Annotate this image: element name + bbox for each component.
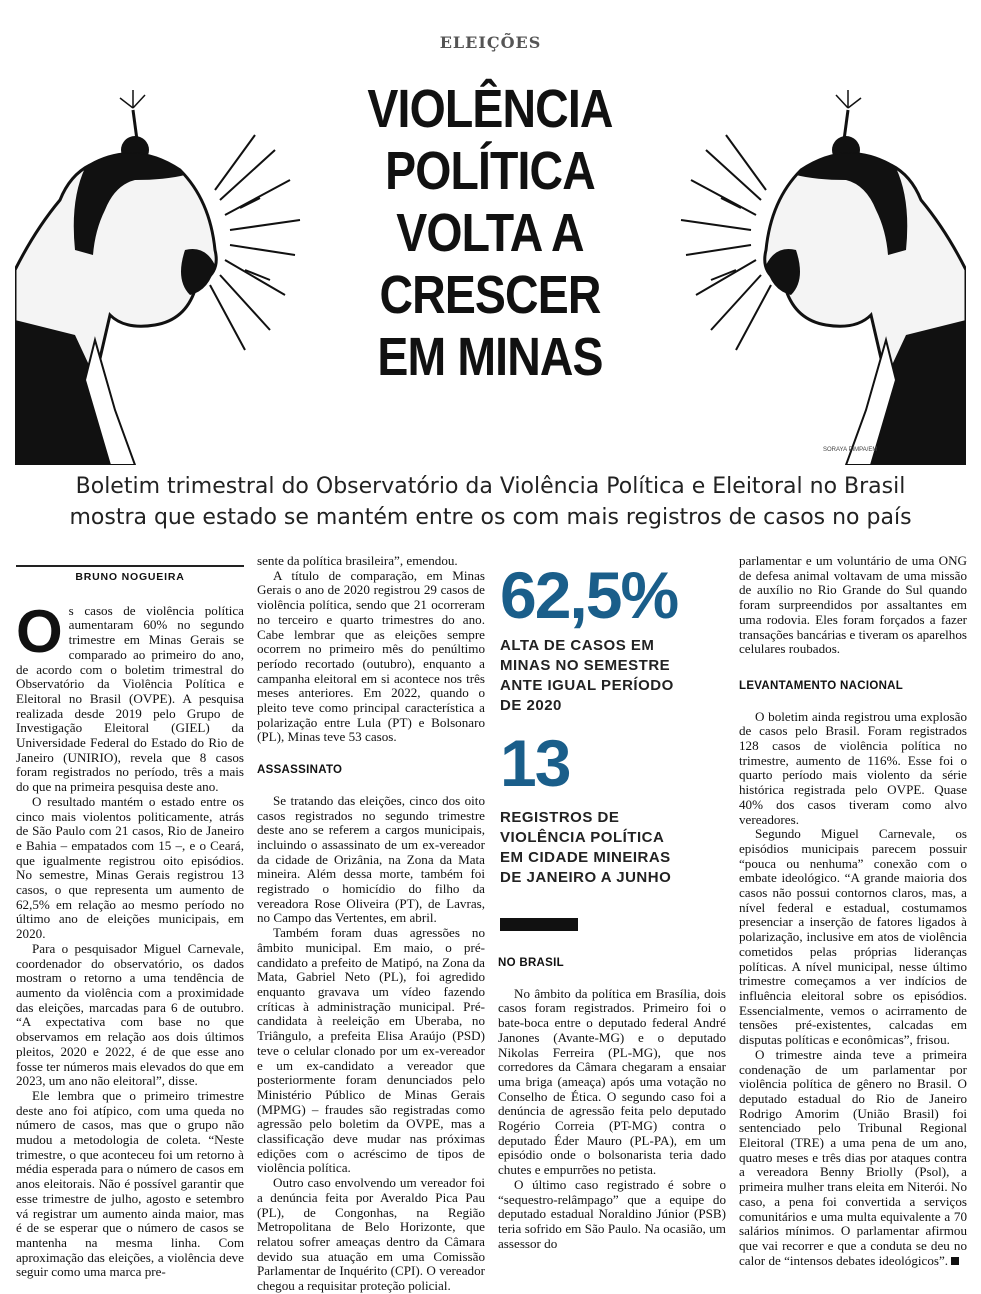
highlight-line: VIOLÊNCIA POLÍTICA bbox=[500, 829, 665, 846]
headline-line: VOLTA A bbox=[396, 203, 584, 263]
headline-line: VIOLÊNCIA bbox=[367, 79, 613, 139]
byline: BRUNO NOGUEIRA bbox=[16, 565, 244, 590]
paragraph: Se tratando das eleições, cinco dos oito casos registrados no segundo trimestre deste ano se referem a cargos municipais, incluindo o assassinato de um ex-vereador da cidade de Orizânia, na Zona da Mata mineira. Além dessa morte, também foi registrado o homicídio do filho da vereadora Rose Oliveira (PT), de Lavras, no Campo das Vertentes, em abril. bbox=[257, 792, 485, 926]
paragraph: O resultado mantém o estado entre os cinco mais violentos politicamente, atrás de São Paulo com 21 casos, Rio de Janeiro e Bahia – empatados com 15 –, e o Ceará, que igualmente registrou oito episódios. No semestre, Minas Gerais registrou 13 casos, o que representa um aumento de 62,5% em relação ao mesmo período no último ano de eleições municipais, em 2020. bbox=[16, 793, 244, 942]
article-column-1 bbox=[16, 565, 244, 1280]
highlight-description bbox=[500, 636, 725, 716]
highlight-line: MINAS NO SEMESTRE bbox=[500, 657, 671, 674]
headline bbox=[320, 78, 660, 388]
paragraph: O último caso registrado é sobre o “sequestro-relâmpago” que a equipe do deputado estadual Noraldino Júnior (PSB) teria sofrido em São Paulo. Na ocasião, um assessor do bbox=[498, 1176, 726, 1251]
highlight-line: DE 2020 bbox=[500, 697, 562, 714]
photo-credit: SORAYA PIMPA/EM bbox=[823, 447, 878, 453]
paragraph: No âmbito da política em Brasília, dois casos foram registrados. Primeiro foi o bate-boca entre o deputado federal André Janones (Avante-MG) e o deputado Nikolas Ferreira (PL-MG), que nos corredores da Câmara chegaram a ensaiar uma briga (ameaça) após uma votação no Conselho de Ética. O segundo caso foi a denúncia de agressão feita pelo deputado Rogério Correia (PT-MG) contra o deputado Éder Mauro (PL-PA), em um episódio onde o bolsonarista teria dado chutes e empurrões no petista. bbox=[498, 985, 726, 1178]
paragraph: O boletim ainda registrou uma explosão de casos pelo Brasil. Foram registrados 128 casos de violência política no trimestre, aumento de 116%. Esse foi o quarto período mais violento da série histórica registrada pelo OVPE. Quase 40% dos casos tiveram como alvo vereadores. bbox=[739, 708, 967, 827]
section-heading-levantamento: LEVANTAMENTO NACIONAL bbox=[739, 679, 904, 692]
highlight-line: ALTA DE CASOS EM bbox=[500, 637, 655, 654]
headline-line: EM MINAS bbox=[377, 327, 603, 387]
highlight-line: DE JANEIRO A JUNHO bbox=[500, 869, 672, 886]
article-column-3 bbox=[498, 942, 726, 1251]
paragraph: A título de comparação, em Minas Gerais o ano de 2020 registrou 29 casos de violência política, sendo que 21 ocorreram no terceiro e quarto trimestres do ano. Cabe lembrar que as eleições sempre ocorrem no primeiro mês do penúltimo período recortado (outubro), enquanto a campanha eleitoral em si acontece nos três meses anteriores. Em 2022, quando o pleito teve como principal característica a polarização entre Lula (PT) e Bolsonaro (PL), Minas teve 53 casos. bbox=[257, 567, 485, 745]
decorative-bar bbox=[500, 918, 578, 931]
paragraph: Outro caso envolvendo um vereador foi a denúncia feita por Averaldo Pica Pau (PL), de Congonhas, na Região Metropolitana de Belo Horizonte, que relatou sofrer ameaças dentro da Câmara devido sua atuação em uma Comissão Parlamentar de Inquérito (CPI). O vereador chegou a requisitar proteção policial. bbox=[257, 1175, 485, 1294]
highlight-box bbox=[500, 558, 725, 931]
paragraph: sente da política brasileira”, emendou. bbox=[257, 553, 458, 568]
shouting-man-right-illustration bbox=[676, 80, 966, 465]
shouting-man-left-illustration bbox=[15, 80, 305, 465]
subtitle-line: mostra que estado se mantém entre os com mais registros de casos no país bbox=[69, 505, 912, 530]
article-column-2 bbox=[257, 554, 485, 1294]
paragraph-text: O trimestre ainda teve a primeira condenação de um parlamentar por violência política de gênero no Brasil. O deputado estadual do Rio de Janeiro Rodrigo Amorim (União Brasil) foi sentenciado pelo Tribunal Regional Eleitoral (TRE) a uma pena de um ano, quatro meses e três dias por ataques contra a vereadora Benny Briolly (Psol), a primeira mulher trans eleita em Niterói. No caso, a pena foi convertida a serviços comunitários e uma multa equivalente a 70 salários mínimos. O parlamentar afirmou que vai recorrer e que a conduta se deu no calor de “intensos debates ideológicos”. bbox=[739, 1046, 967, 1268]
paragraph: s casos de violência política aumentaram 60% no segundo trimestre em Minas Gerais se comparado ao primeiro do ano, de acordo com o boletim trimestral do Observatório da Violência Política e Eleitoral no Brasil (OVPE). A pesquisa realizada desde 2019 pelo Grupo de Investigação Eleitoral (GIEL) da Universidade Federal do Estado do Rio de Janeiro (UNIRIO), revela que 8 casos foram registrados no período, três a mais do que na primeira pesquisa deste ano. bbox=[16, 602, 244, 795]
article-column-4 bbox=[739, 554, 967, 1268]
paragraph bbox=[739, 1048, 967, 1269]
drop-cap: O bbox=[16, 597, 63, 665]
paragraph: Segundo Miguel Carnevale, os episódios municipais parecem possuir “pouca ou nenhuma” conexão com o embate ideológico. “A grande maioria dos casos não possui contornos claros, mas, a nível federal e estadual, costumamos presenciar a inserção de fatores ligados à polarização, inclusive em atos de violência cometidos pelas próprias lideranças políticas. A nível municipal, nesse último trimestre começamos a ver indícios de influência eleitoral sobre os episódios. Essencialmente, vemos o acirramento de tensões pré-existentes, calcadas em disputas políticas e econômicas”, frisou. bbox=[739, 826, 967, 1048]
subtitle bbox=[0, 471, 981, 533]
highlight-line: REGISTROS DE bbox=[500, 809, 620, 826]
highlight-number: 62,5% bbox=[500, 558, 678, 632]
subtitle-line: Boletim trimestral do Observatório da Violência Política e Eleitoral no Brasil bbox=[75, 474, 906, 499]
section-heading-assassinato: ASSASSINATO bbox=[257, 764, 343, 777]
headline-line: CRESCER bbox=[379, 265, 601, 325]
paragraph: parlamentar e um voluntário de uma ONG de defesa animal voltavam de uma missão de auxílio no Rio Grande do Sul quando foram surpreendidos por assaltantes em uma rodovia. Eles foram forçados a fazer transações bancárias e tiveram os aparelhos celulares roubados. bbox=[739, 553, 967, 657]
section-kicker: ELEIÇÕES bbox=[439, 33, 542, 52]
highlight-line: ANTE IGUAL PERÍODO bbox=[500, 677, 674, 694]
paragraph: Também foram duas agressões no âmbito municipal. Em maio, o pré-candidato a prefeito de Matipó, na Zona da Mata, Gabriel Neto (PL), foi agredido enquanto gravava um vídeo fazendo críticas à administração municipal. Pré-candidata à reeleição em Uberaba, no Triângulo, a prefeita Elisa Araújo (PSD) teve o celular clonado por um ex-vereador e um ex-candidato a vereador que posteriormente foram denunciados pelo Ministério Público de Minas Gerais (MPMG) – fraudes são registradas como agressão pelo boletim da OVPE, mas a classificação deve mudar nas próximas edições com o acréscimo de tipos de violência política. bbox=[257, 925, 485, 1176]
section-heading-no-brasil: NO BRASIL bbox=[498, 957, 564, 969]
paragraph: Para o pesquisador Miguel Carnevale, coordenador do observatório, os dados mostram o retorno a uma tendência de aumento da violência com a proximidade das eleições, marcadas para 6 de outubro. “A expectativa com base no que observamos em relação aos dois últimos pleitos, 2020 e 2022, é de que esse ano fosse ter números mais elevados do que em 2023, um ano não eleitoral”, disse. bbox=[16, 940, 244, 1089]
highlight-description bbox=[500, 808, 725, 888]
headline-line: POLÍTICA bbox=[385, 141, 595, 201]
highlight-number: 13 bbox=[500, 726, 570, 800]
paragraph: Ele lembra que o primeiro trimestre deste ano foi atípico, com uma queda no número de casos, mas que o grupo não mudou a metodologia de coleta. “Neste trimestre, o que aconteceu foi um retorno à média esperada para o número de casos em anos eleitorais. Não é possível garantir que esse trimestre de julho, agosto e setembro vá registrar um aumento ainda maior, mas é de se esperar que o número de casos se mantenha na mesma linha. Com aproximação das eleições, a violência deve seguir como uma marca pre- bbox=[16, 1087, 244, 1280]
end-mark-icon bbox=[951, 1257, 959, 1265]
highlight-line: EM CIDADE MINEIRAS bbox=[500, 849, 671, 866]
